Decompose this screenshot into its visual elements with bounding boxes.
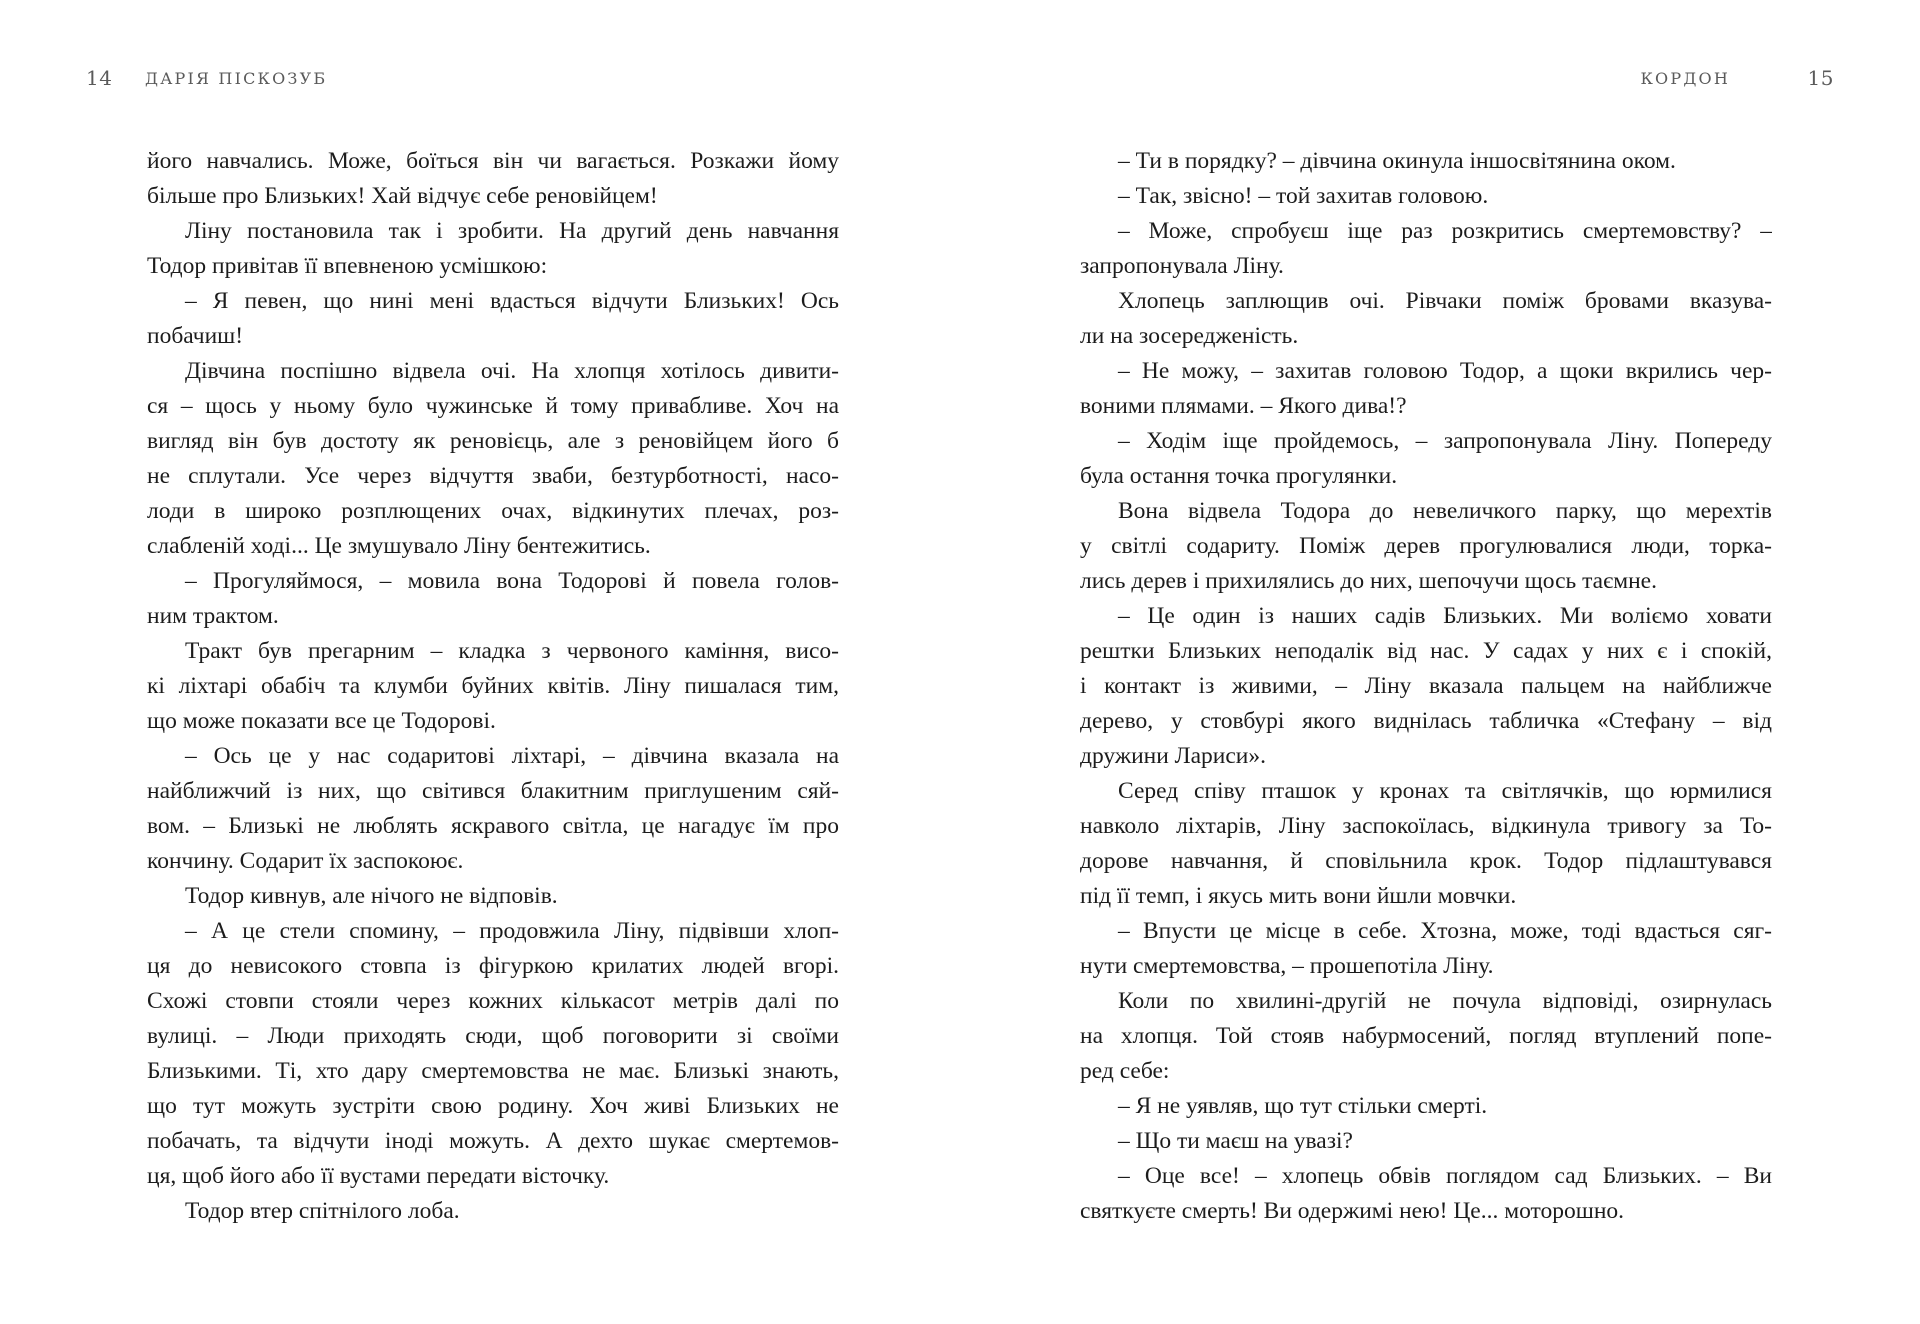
text-line: ред себе: <box>1080 1058 1170 1084</box>
right-page <box>960 0 1920 1324</box>
text-line: найближчий із них, що світився блакитним приглушеним сяй- <box>147 778 839 804</box>
text-line: – Не можу, – захитав головою Тодор, а щоки вкрились чер- <box>1118 358 1772 384</box>
text-line: на хлопця. Той стояв набурмосений, погляд втуплений попе- <box>1080 1023 1772 1049</box>
text-line: Ліну постановила так і зробити. На другий день навчання <box>185 218 839 244</box>
text-line: дерево, у стовбурі якого виднілась табличка «Стефану – від <box>1080 708 1772 734</box>
text-line: вигляд він був достоту як реновієць, але з реновійцем його б <box>147 428 839 454</box>
page-number-left: 14 <box>86 66 113 90</box>
text-line: лоди в широко розплющених очах, відкинутих плечах, роз- <box>147 498 839 524</box>
text-line: не сплутали. Усе через відчуття зваби, безтурботності, насо- <box>147 463 839 489</box>
text-line: вулиці. – Люди приходять сюди, щоб поговорити зі своїми <box>147 1023 839 1049</box>
text-line: Тракт був прегарним – кладка з червоного каміння, висо- <box>185 638 839 664</box>
text-line: – Я не уявляв, що тут стільки смерті. <box>1118 1093 1488 1119</box>
text-line: дорове навчання, й сповільнила крок. Тодор підлаштувався <box>1080 848 1772 874</box>
text-line: під її темп, і якусь мить вони йшли мовчки. <box>1080 883 1517 909</box>
text-line: ця до невисокого стовпа із фігуркою крилатих людей вгорі. <box>147 953 839 979</box>
text-line: Тодор втер спітнілого лоба. <box>185 1198 460 1224</box>
text-line: ця, щоб його або її вустами передати вісточку. <box>147 1163 610 1189</box>
text-line: побачать, та відчути іноді можуть. А дехто шукає смертемов- <box>147 1128 839 1154</box>
text-line: Серед співу пташок у кронах та світлячків, що юрмилися <box>1118 778 1772 804</box>
text-line: і контакт із живими, – Ліну вказала пальцем на найближче <box>1080 673 1772 699</box>
text-line: Тодор кивнув, але нічого не відповів. <box>185 883 558 909</box>
text-line: рештки Близьких неподалік від нас. У садах у них є і спокій, <box>1080 638 1772 664</box>
left-text-column <box>147 144 839 1229</box>
text-line: нути смертемовства, – прошепотіла Ліну. <box>1080 953 1494 979</box>
text-line: у світлі содариту. Поміж дерев прогулювалися люди, торка- <box>1080 533 1772 559</box>
right-text-column <box>1080 144 1772 1229</box>
text-line: – А це стели спомину, – продовжила Ліну, підвівши хлоп- <box>185 918 839 944</box>
text-line: ним трактом. <box>147 603 279 629</box>
text-line: – Це один із наших садів Близьких. Ми воліємо ховати <box>1118 603 1772 629</box>
text-line: святкуєте смерть! Ви одержимі нею! Це... моторошно. <box>1080 1198 1625 1224</box>
text-line: Коли по хвилині-другій не почула відповіді, озирнулась <box>1118 988 1772 1014</box>
text-line: – Оце все! – хлопець обвів поглядом сад Близьких. – Ви <box>1118 1163 1772 1189</box>
text-line: слабленій ході... Це змушувало Ліну бентежитись. <box>147 533 651 559</box>
text-line: навколо ліхтарів, Ліну заспокоїлась, відкинула тривогу за То- <box>1080 813 1772 839</box>
page-number-right: 15 <box>1807 66 1834 90</box>
text-line: ся – щось у ньому було чужинське й тому привабливе. Хоч на <box>147 393 839 419</box>
text-line: Вона відвела Тодора до невеличкого парку, що мерехтів <box>1118 498 1772 524</box>
text-line: Схожі стовпи стояли через кожних кількасот метрів далі по <box>147 988 839 1014</box>
running-head-author: ДАРІЯ ПІСКОЗУБ <box>145 69 328 88</box>
text-line: його навчались. Може, боїться він чи вагається. Розкажи йому <box>147 148 839 174</box>
text-line: – Що ти маєш на увазі? <box>1118 1128 1353 1154</box>
text-line: ли на зосередженість. <box>1080 323 1299 349</box>
running-head-chapter: КОРДОН <box>1640 69 1730 88</box>
text-line: – Я певен, що нині мені вдасться відчути Близьких! Ось <box>185 288 839 314</box>
text-line: Близькими. Ті, хто дару смертемовства не має. Близькі знають, <box>147 1058 839 1084</box>
text-line: воними плямами. – Якого дива!? <box>1080 393 1407 419</box>
text-line: дружини Лариси». <box>1080 743 1267 769</box>
text-line: – Може, спробуєш іще раз розкритись смертемовству? – <box>1118 218 1772 244</box>
text-line: що тут можуть зустріти свою родину. Хоч живі Близьких не <box>147 1093 839 1119</box>
text-line: Дівчина поспішно відвела очі. На хлопця хотілось дивити- <box>185 358 839 384</box>
text-line: більше про Близьких! Хай відчує себе реновійцем! <box>147 183 658 209</box>
text-line: – Ти в порядку? – дівчина окинула іншосвітянина оком. <box>1118 148 1676 174</box>
text-line: – Впусти це місце в себе. Хтозна, може, тоді вдасться сяг- <box>1118 918 1772 944</box>
text-line: кі ліхтарі обабіч та клумби буйних квітів. Ліну пишалася тим, <box>147 673 839 699</box>
text-line: кончину. Содарит їх заспокоює. <box>147 848 464 874</box>
text-line: побачиш! <box>147 323 244 349</box>
text-line: Тодор привітав її впевненою усмішкою: <box>147 253 548 279</box>
text-line: Хлопець заплющив очі. Рівчаки поміж бровами вказува- <box>1118 288 1772 314</box>
text-line: що може показати все це Тодорові. <box>147 708 496 734</box>
text-line: – Прогуляймося, – мовила вона Тодорові й повела голов- <box>185 568 839 594</box>
text-line: – Ходім іще пройдемось, – запропонувала Ліну. Попереду <box>1118 428 1772 454</box>
text-line: запропонувала Ліну. <box>1080 253 1284 279</box>
text-line: – Ось це у нас содаритові ліхтарі, – дівчина вказала на <box>185 743 839 769</box>
text-line: – Так, звісно! – той захитав головою. <box>1118 183 1489 209</box>
text-line: вом. – Близькі не люблять яскравого світла, це нагадує їм про <box>147 813 839 839</box>
text-line: лись дерев і прихилялись до них, шепочучи щось таємне. <box>1080 568 1657 594</box>
text-line: була остання точка прогулянки. <box>1080 463 1398 489</box>
